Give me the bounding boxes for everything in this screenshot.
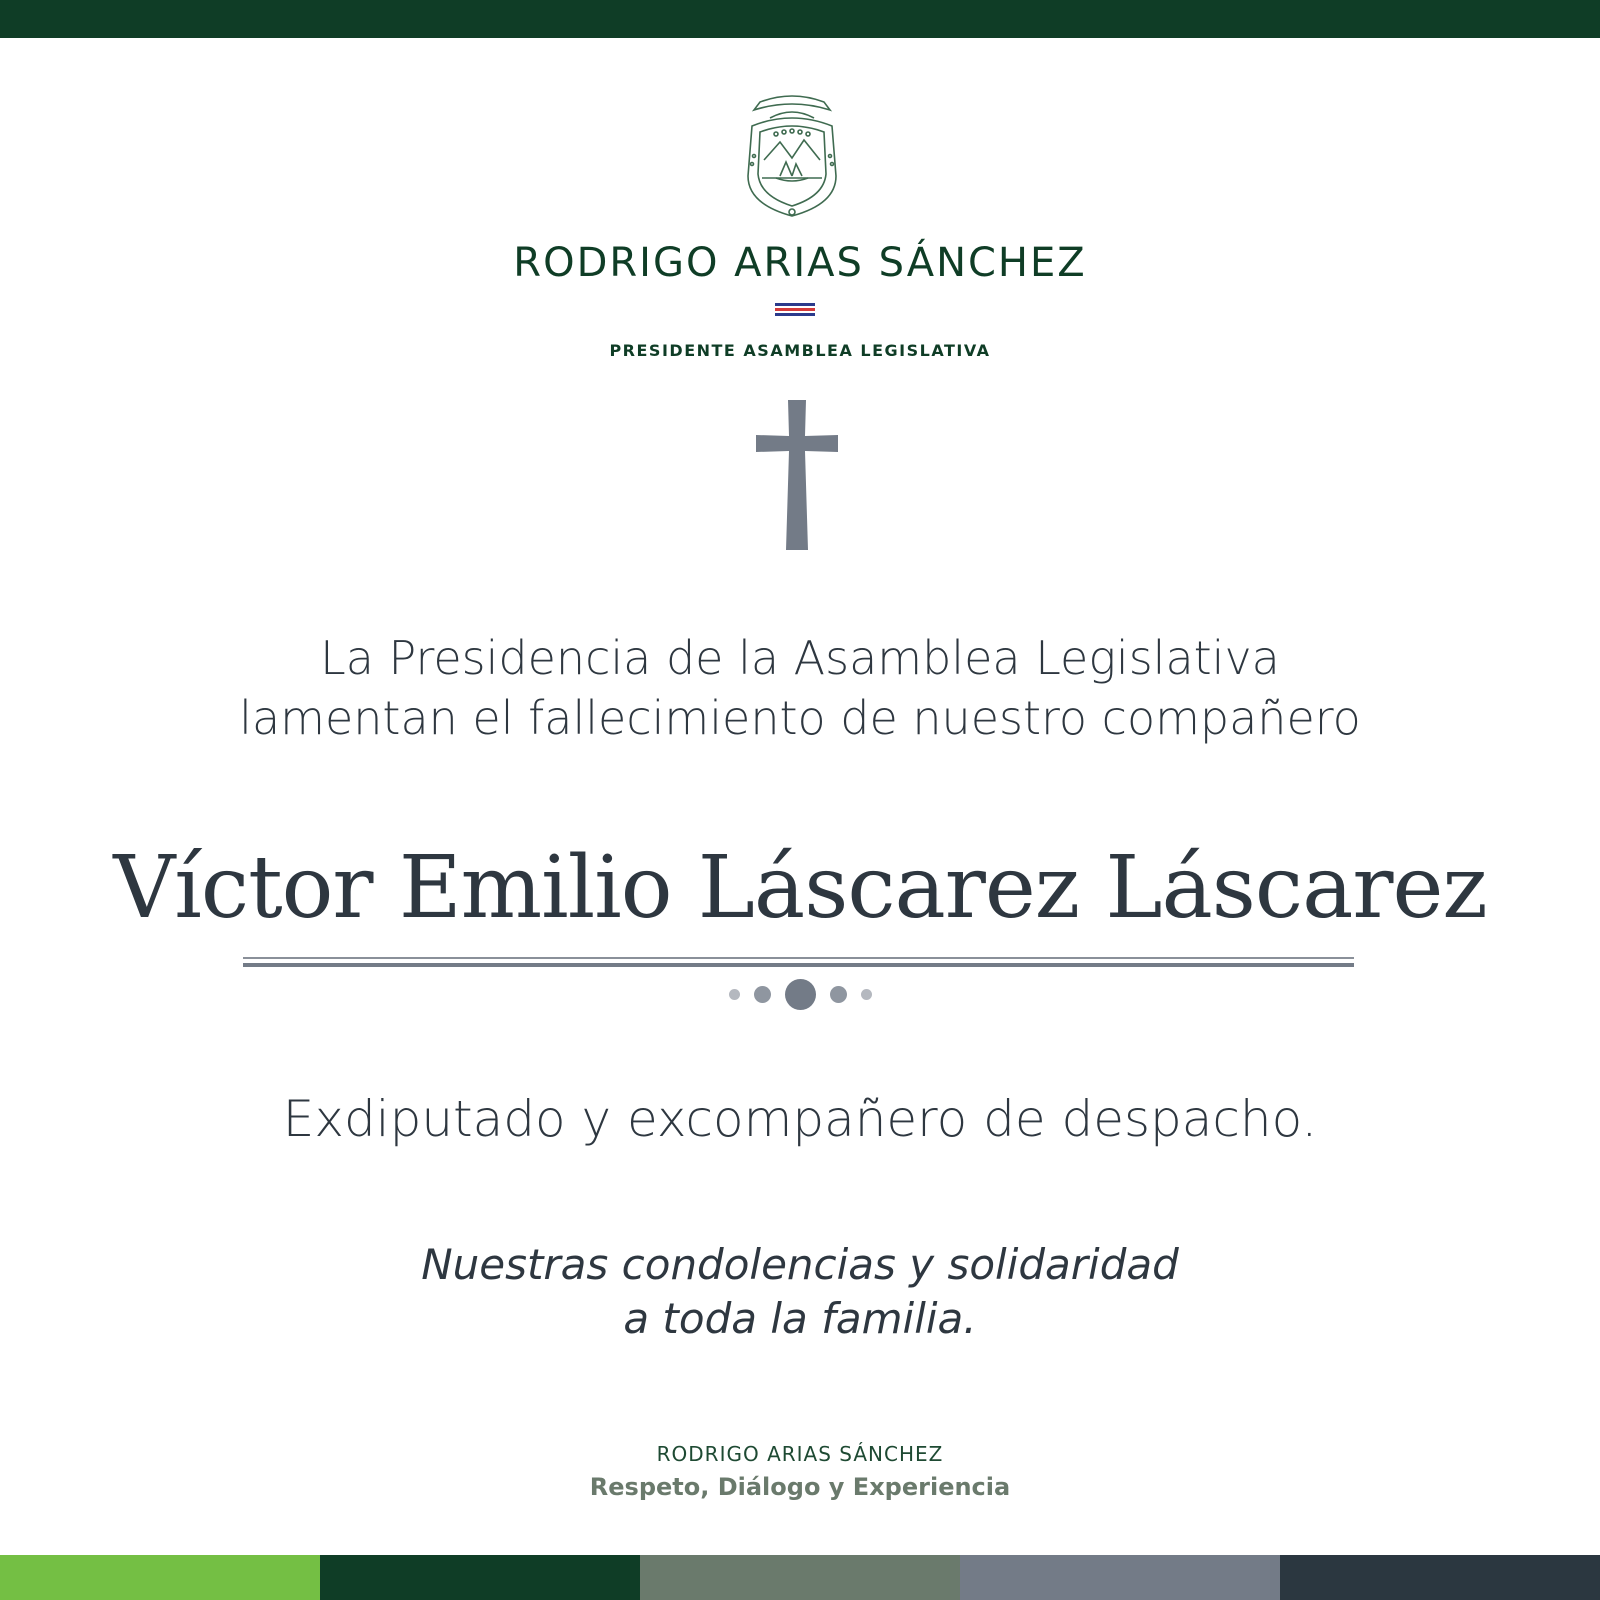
- deceased-role: Exdiputado y excompañero de despacho.: [282, 1090, 1318, 1148]
- deceased-name: Víctor Emilio Láscarez Láscarez: [113, 838, 1487, 938]
- divider-dots: [0, 978, 1600, 1010]
- condolence-line-2: a toda la familia.: [623, 1294, 977, 1343]
- stripe-segment: [0, 1555, 320, 1600]
- coat-of-arms-icon: [730, 88, 854, 222]
- stripe-segment: [960, 1555, 1280, 1600]
- cross-icon: [756, 400, 838, 550]
- dot-icon: [785, 979, 816, 1010]
- condolence-text: [0, 1238, 1600, 1346]
- intro-line-2: lamentan el fallecimiento de nuestro compañero: [239, 691, 1361, 745]
- divider-thin-line: [243, 957, 1354, 959]
- stripe-segment: [320, 1555, 640, 1600]
- footer-motto: Respeto, Diálogo y Experiencia: [589, 1473, 1011, 1501]
- stripe-segment: [1280, 1555, 1600, 1600]
- divider-thick-line: [243, 963, 1354, 967]
- leader-name: RODRIGO ARIAS SÁNCHEZ: [513, 240, 1087, 286]
- intro-text: [0, 628, 1600, 748]
- intro-line-1: La Presidencia de la Asamblea Legislativa: [320, 631, 1280, 685]
- dot-icon: [861, 989, 872, 1000]
- stripe-segment: [640, 1555, 960, 1600]
- top-bar: [0, 0, 1600, 38]
- footer-name: RODRIGO ARIAS SÁNCHEZ: [656, 1442, 944, 1466]
- costa-rica-flag-icon: [775, 303, 815, 317]
- dot-icon: [754, 986, 771, 1003]
- dot-icon: [830, 986, 847, 1003]
- leader-title: PRESIDENTE ASAMBLEA LEGISLATIVA: [609, 341, 991, 360]
- color-stripe: [0, 1555, 1600, 1600]
- dot-icon: [729, 989, 740, 1000]
- condolence-line-1: Nuestras condolencias y solidaridad: [421, 1240, 1179, 1289]
